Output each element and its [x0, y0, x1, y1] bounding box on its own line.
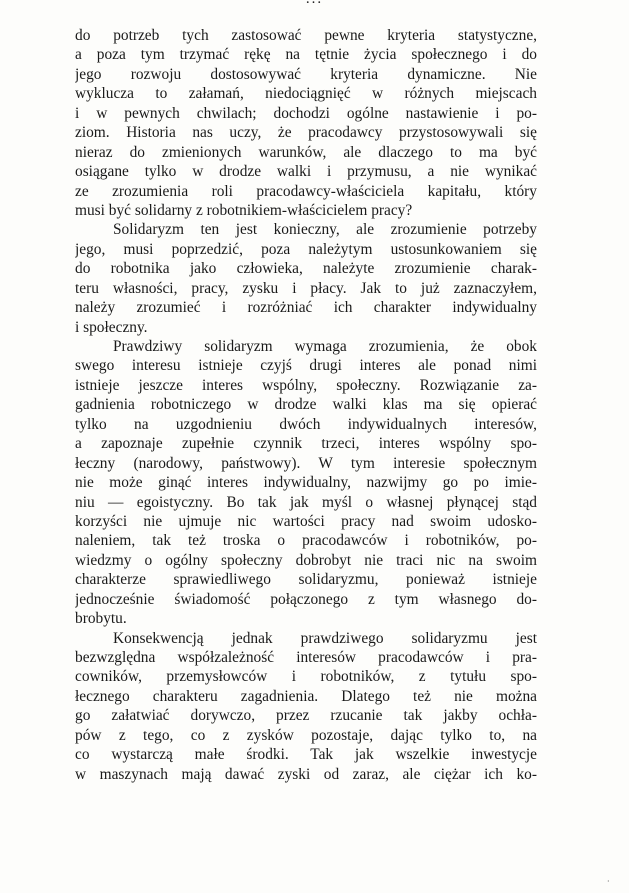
text-line: i w pewnych chwilach; dochodzi ogólne nastawienie i po-	[75, 104, 537, 122]
text-line: naleniem, tak też troska o pracodawców i robotników, po-	[75, 532, 537, 550]
text-line: i społeczny.	[75, 318, 148, 336]
text-line: do potrzeb tych zastosować pewne kryteria statystyczne,	[75, 27, 537, 44]
text-line: cowników, przemysłowców i robotników, z tytułu spo-	[75, 668, 537, 686]
text-line: jego, musi poprzedzić, poza należytym ustosunkowaniem się	[75, 240, 537, 258]
text-line: Prawdziwy solidaryzm wymaga zrozumienia, że obok	[113, 338, 537, 355]
text-line: a poza tym trzymać rękę na tętnie życia społecznego i do	[75, 46, 537, 64]
running-head	[0, 0, 629, 8]
text-line: korzyści nie ujmuje nic wartości pracy nad swoim udosko-	[75, 512, 537, 530]
text-line: brobytu.	[75, 610, 127, 628]
text-line: swego interesu istnieje czyjś drugi interes ale ponad nimi	[75, 357, 537, 375]
text-line: wiedzmy o ogólny społeczny dobrobyt nie traci nic na swoim	[75, 551, 537, 569]
text-line: Solidaryzm ten jest konieczny, ale zrozumienie potrzeby	[113, 221, 537, 239]
paragraph	[75, 629, 537, 785]
text-line: tylko na uzgodnieniu dwóch indywidualnych interesów,	[75, 415, 537, 433]
text-line: nie może ginąć interes indywidualny, nazwijmy go po imie-	[75, 474, 537, 492]
text-line: gadnienia robotniczego w drodze walki klas ma się opierać	[75, 396, 537, 414]
text-line: ziom. Historia nas uczy, że pracodawcy przystosowywali się	[75, 124, 537, 142]
body-text	[75, 26, 537, 784]
paragraph	[75, 26, 537, 220]
page-edge-mark: ·	[607, 877, 610, 886]
paragraph	[75, 337, 537, 629]
text-line: wyklucza to załamań, niedociągnięć w różnych miejscach	[75, 85, 537, 103]
text-line: w maszynach mają dawać zyski od zaraz, ale ciężar ich ko-	[75, 765, 537, 783]
text-line: Konsekwencją jednak prawdziwego solidaryzmu jest	[113, 629, 537, 647]
text-line: a zapoznaje zupełnie czynnik trzeci, interes wspólny spo-	[75, 435, 537, 453]
text-line: jego rozwoju dostosowywać kryteria dynamiczne. Nie	[75, 65, 537, 83]
text-line: łecznego charakteru zagadnienia. Dlatego też nie można	[75, 687, 537, 705]
text-line: łeczny (narodowy, państwowy). W tym interesie społecznym	[75, 454, 537, 472]
text-line: niu — egoistyczny. Bo tak jak myśl o własnej płynącej stąd	[75, 493, 537, 511]
text-line: do robotnika jako człowieka, należyte zrozumienie charak-	[75, 260, 537, 278]
text-line: teru własności, pracy, zysku i płacy. Jak to już zaznaczyłem,	[75, 279, 537, 297]
text-line: charakterze sprawiedliwego solidaryzmu, ponieważ istnieje	[75, 571, 537, 589]
text-line: należy zrozumieć i rozróżniać ich charakter indywidualny	[75, 299, 537, 317]
text-line: ze zrozumienia roli pracodawcy-właściciela kapitału, który	[75, 182, 537, 200]
text-line: osiągane tylko w drodze walki i przymusu, a nie wynikać	[75, 163, 537, 181]
text-line: co wystarczą małe środki. Tak jak wszelkie inwestycje	[75, 746, 537, 764]
text-line: musi być solidarny z robotnikiem-właścicielem pracy?	[75, 201, 413, 219]
text-line: jednocześnie świadomość połączonego z tym własnego do-	[75, 590, 537, 608]
text-line: pów z tego, co z zysków pozostaje, dając tylko to, na	[75, 726, 537, 744]
text-line: nieraz do zmienionych warunków, ale dlaczego to ma być	[75, 143, 537, 161]
paragraph	[75, 220, 537, 337]
text-line: go załatwiać dorywczo, przez rzucanie tak jakby ochła-	[75, 707, 537, 725]
text-line: istnieje jeszcze interes wspólny, społeczny. Rozwiązanie za-	[75, 376, 537, 394]
text-line: bezwzględna współzależność interesów pracodawców i pra-	[75, 649, 537, 666]
